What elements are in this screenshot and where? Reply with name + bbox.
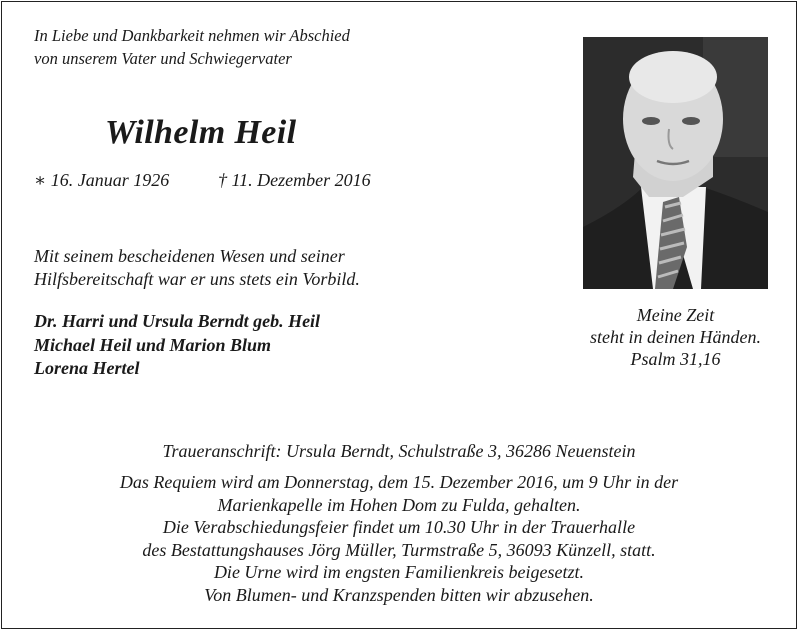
mourning-address: Traueranschrift: Ursula Berndt, Schulstraße 3, 36286 Neuenstein bbox=[162, 441, 636, 461]
family-line: Dr. Harri und Ursula Berndt geb. Heil bbox=[34, 311, 321, 331]
deceased-name: Wilhelm Heil bbox=[105, 114, 297, 151]
family-line: Lorena Hertel bbox=[34, 358, 140, 378]
details-line: Das Requiem wird am Donnerstag, dem 15. Dezember 2016, um 9 Uhr in der bbox=[119, 472, 679, 492]
intro-line: In Liebe und Dankbarkeit nehmen wir Abschied bbox=[34, 26, 350, 45]
portrait-photo bbox=[583, 37, 768, 289]
birth-date: ∗ 16. Januar 1926 bbox=[34, 170, 170, 190]
verse-line: Meine Zeit bbox=[636, 305, 715, 325]
details-line: des Bestattungshauses Jörg Müller, Turmstraße 5, 36093 Künzell, statt. bbox=[142, 539, 656, 560]
funeral-details bbox=[2, 471, 796, 606]
tribute-line: Mit seinem bescheidenen Wesen und seiner bbox=[34, 246, 345, 266]
details-line: Die Verabschiedungsfeier findet um 10.30 Uhr in der Trauerhalle bbox=[162, 517, 636, 537]
verse-line: steht in deinen Händen. bbox=[590, 327, 761, 347]
intro-line: von unserem Vater und Schwiegervater bbox=[34, 49, 292, 68]
obituary-notice bbox=[1, 1, 797, 629]
tribute-line: Hilfsbereitschaft war er uns stets ein Vorbild. bbox=[34, 269, 360, 289]
family-signatures bbox=[34, 310, 320, 381]
details-line: Die Urne wird im engsten Familienkreis beigesetzt. bbox=[213, 562, 585, 582]
bible-verse bbox=[563, 304, 788, 370]
intro-text bbox=[34, 24, 350, 70]
details-line: Von Blumen- und Kranzspenden bitten wir abzusehen. bbox=[204, 584, 594, 605]
verse-reference: Psalm 31,16 bbox=[630, 349, 721, 369]
portrait-photo-icon bbox=[583, 37, 768, 289]
family-line: Michael Heil und Marion Blum bbox=[34, 334, 272, 355]
details-line: Marienkapelle im Hohen Dom zu Fulda, gehalten. bbox=[217, 494, 581, 515]
death-date: † 11. Dezember 2016 bbox=[218, 170, 371, 190]
tribute-text bbox=[34, 245, 360, 291]
